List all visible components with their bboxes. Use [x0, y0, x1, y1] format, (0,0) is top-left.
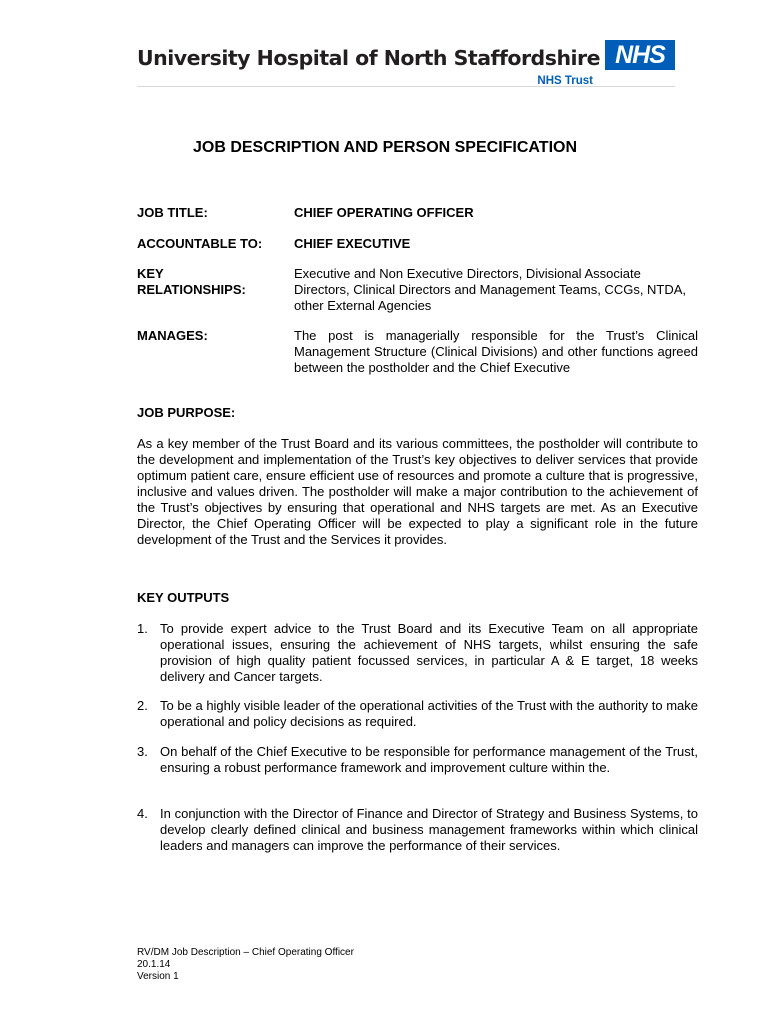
job-title-label: JOB TITLE: — [137, 205, 208, 220]
key-output-item: On behalf of the Chief Executive to be responsible for performance management of the Trust, ensuring a robust performance framework and improvement culture within the. — [160, 744, 698, 775]
manages-value: The post is managerially responsible for the Trust’s Clinical Management Structure (Clinical Divisions) and other functions agreed between the postholder and the Chief Executive — [294, 328, 698, 375]
manages-label: MANAGES: — [137, 328, 208, 343]
key-relationships-label-line1: KEY — [137, 266, 164, 281]
key-output-number: 3. — [137, 744, 148, 759]
key-output-item: In conjunction with the Director of Finance and Director of Strategy and Business Systems, to develop clearly defined clinical and business management frameworks within which clinical leaders and managers can improve the performance of their services. — [160, 806, 698, 853]
key-relationships-label-line2: RELATIONSHIPS: — [137, 282, 246, 297]
job-purpose-heading: JOB PURPOSE: — [137, 405, 236, 420]
page-footer — [137, 947, 354, 983]
nhs-logo: NHS — [605, 40, 675, 70]
footer-document-ref: RV/DM Job Description – Chief Operating Officer — [137, 947, 354, 958]
footer-version: Version 1 — [137, 971, 179, 982]
key-output-item: To provide expert advice to the Trust Board and its Executive Team on all appropriate operational issues, ensuring the achievement of NHS targets, whilst ensuring the safe provision of high quality patient focussed services, in particular A & E target, 18 weeks delivery and Cancer targets. — [160, 621, 698, 684]
nhs-trust-label: NHS Trust — [537, 75, 593, 87]
letterhead — [137, 40, 675, 88]
key-output-item: To be a highly visible leader of the operational activities of the Trust with the authority to make operational and policy decisions as required. — [160, 698, 698, 729]
key-output-number: 2. — [137, 698, 148, 713]
accountable-to-label: ACCOUNTABLE TO: — [137, 236, 263, 251]
document-title: JOB DESCRIPTION AND PERSON SPECIFICATION — [192, 139, 578, 156]
job-purpose-text: As a key member of the Trust Board and its various committees, the postholder will contribute to the development and implementation of the Trust’s key objectives to deliver services that provide optimum patient care, ensure efficient use of resources and promote a culture that is progressive, inclusive and values driven. The postholder will make a major contribution to the achievement of the Trust’s objectives by ensuring that operational and NHS targets are met. As an Executive Director, the Chief Operating Officer will be expected to play a significant role in the future development of the Trust and the Services it provides. — [137, 436, 698, 547]
key-output-number: 1. — [137, 621, 148, 636]
accountable-to-value: CHIEF EXECUTIVE — [294, 236, 411, 251]
job-title-value: CHIEF OPERATING OFFICER — [294, 205, 474, 220]
key-output-number: 4. — [137, 806, 148, 821]
footer-date: 20.1.14 — [137, 959, 171, 970]
header-divider — [137, 86, 675, 87]
organisation-name: University Hospital of North Staffordshire — [137, 46, 601, 70]
key-outputs-heading: KEY OUTPUTS — [137, 590, 230, 605]
key-relationships-value: Executive and Non Executive Directors, Divisional Associate Directors, Clinical Directors and Management Teams, CCGs, NTDA, other External Agencies — [294, 266, 687, 313]
